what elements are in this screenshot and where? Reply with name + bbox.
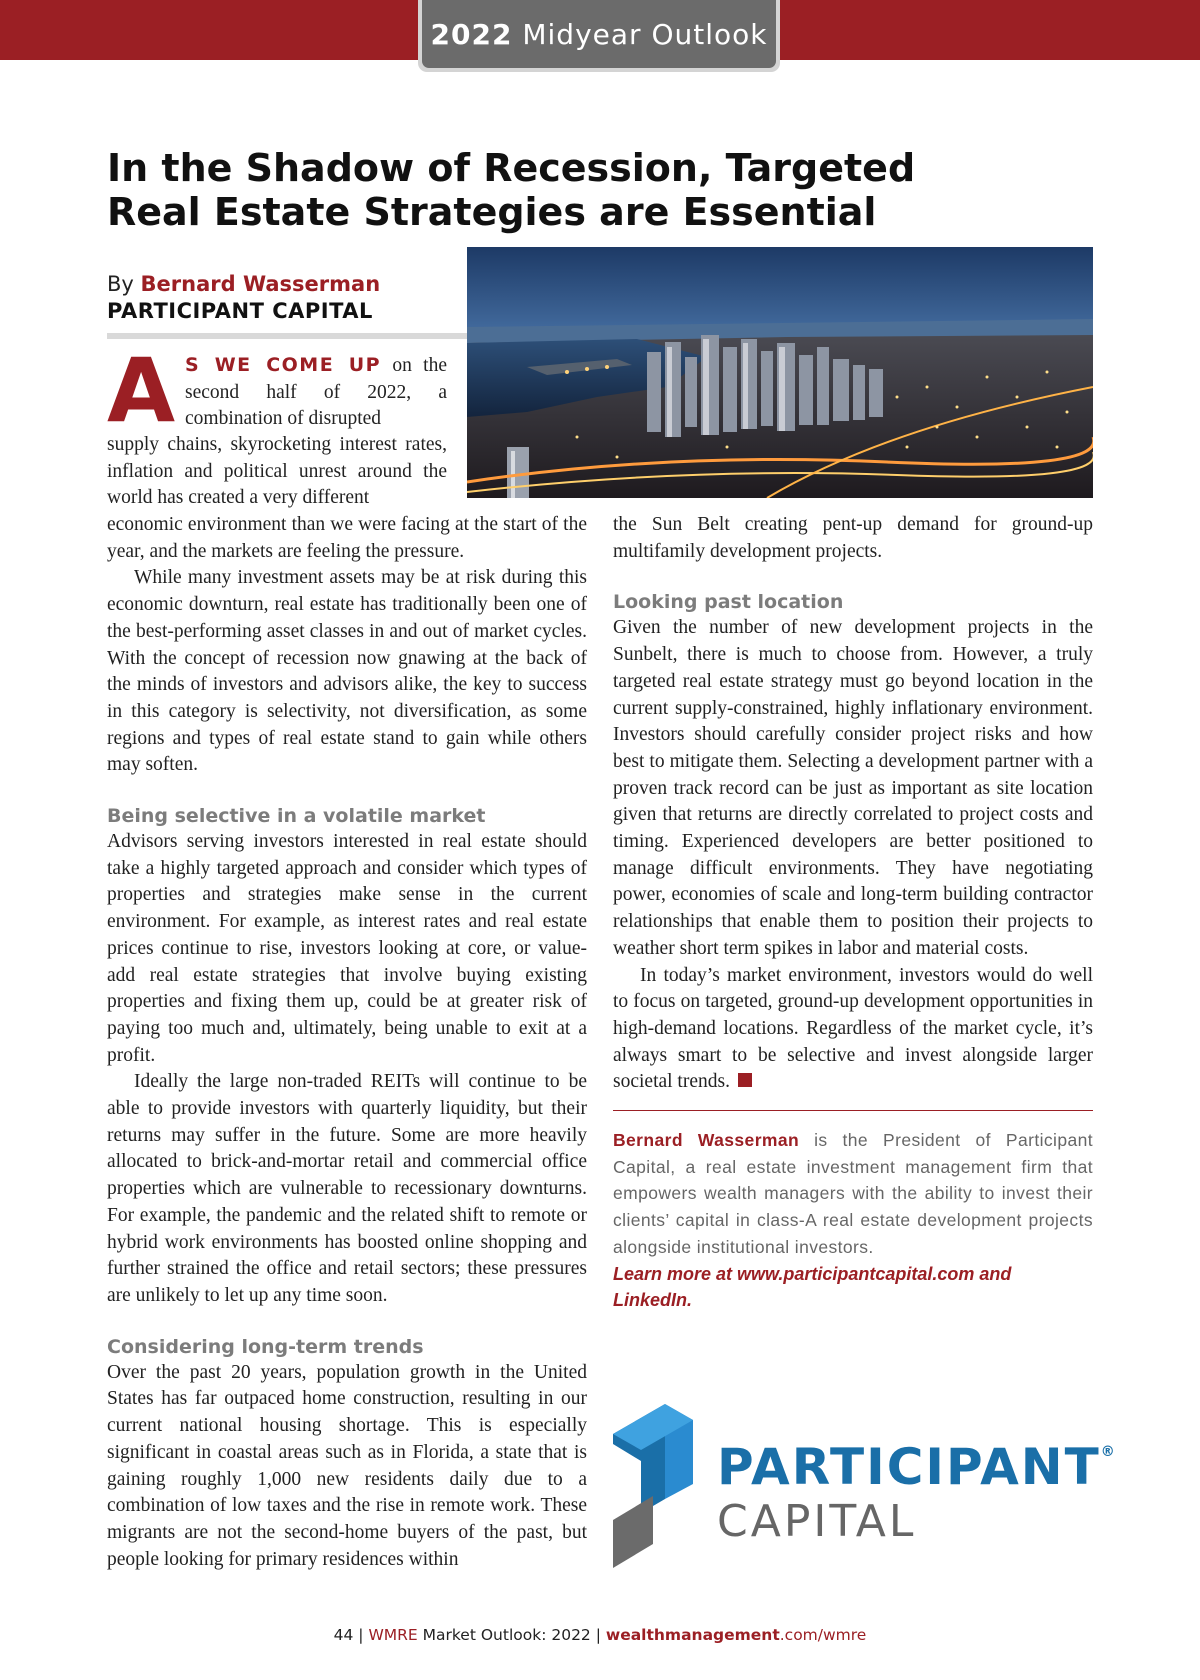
author-bio (613, 1127, 1093, 1261)
byline (107, 272, 380, 296)
paragraph-6: Given the number of new development projects in the Sunbelt, there is much to choose from. However, a truly targeted real estate strategy must go beyond location in the current supply-constrained, highly inflationary environment. Investors should carefully consider project risks and how best to mitigate them. Selecting a development partner with a proven track record can be just as important as site location given that returns are directly correlated to project costs and timing. Experienced developers are better positioned to manage difficult environments. They have negotiating power, economies of scale and long-term building contractor relationships that enable them to position their projects to weather short term spikes in labor and material costs. (613, 617, 1093, 959)
section-tab (418, 0, 780, 72)
drop-cap: A (107, 339, 176, 442)
section-tab-label (422, 0, 776, 68)
publication-brand: WMRE (368, 1626, 418, 1644)
logo-word-participant (717, 1438, 1117, 1496)
heading-location: Looking past location (613, 591, 844, 614)
page-number: 44 (333, 1626, 354, 1644)
publication-title: Market Outlook: 2022 (422, 1626, 591, 1644)
learn-more-link[interactable]: Learn more at www.participantcapital.com and LinkedIn. (613, 1263, 1012, 1311)
left-column (107, 512, 587, 1573)
author-company: PARTICIPANT CAPITAL (107, 299, 373, 323)
article-title: In the Shadow of Recession, Targeted Real Estate Strategies are Essential (107, 146, 916, 234)
footer-link-path: .com/wmre (779, 1626, 867, 1644)
logo-mark-icon (613, 1404, 713, 1576)
heading-long-term: Considering long-term trends (107, 1335, 424, 1358)
right-column (613, 512, 1093, 1314)
paragraph-2: While many investment assets may be at risk during this economic downturn, real estate has traditionally been one of the best-performing asset classes in and out of market cycles. With the concept of recession now gnawing at the back of the minds of investors and advisors alike, the key to success in this category is selectivity, not diversification, as some regions and types of real estate stand to gain while others may soften. (107, 567, 587, 776)
bio-author-name: Bernard Wasserman (613, 1130, 800, 1151)
paragraph-3: Advisors serving investors interested in real estate should take a highly targeted approach and consider which types of properties and strategies make sense in the current environment. For example, as interest rates and real estate prices continue to rise, investors looking at core, or value-add real estate strategies that involve buying existing properties and fixing them up, could be at greater risk of paying too much and, ultimately, being unable to exit at a profit. (107, 831, 587, 1066)
footer-link[interactable] (606, 1626, 866, 1644)
intro-first: on the second half of 2022, a combination of disrupted (185, 355, 447, 430)
paragraph-5: Over the past 20 years, population growth in the United States has far outpaced home construction, resulting in our current national housing shortage. This is especially significant in coastal areas such as in Florida, a state that is gaining roughly 1,000 new residents daily due to a combination of low taxes and the rise in remote work. These migrants are not the second-home buyers of the past, but people looking for primary residences within (107, 1361, 587, 1570)
end-mark-icon (738, 1073, 752, 1087)
city-skyline-photo (467, 247, 1093, 498)
logo-word-capital: CAPITAL (717, 1496, 917, 1547)
intro-lead: S WE COME UP (185, 354, 382, 376)
intro-paragraph-end: economic environment than we were facing at the start of the year, and the markets are feeling the pressure. (107, 514, 587, 562)
page-footer: 44 | WMRE Market Outlook: 2022 | wealthmanagement.com/wmre (333, 1626, 867, 1644)
bio-divider (613, 1110, 1093, 1111)
paragraph-5-continued: the Sun Belt creating pent-up demand for ground-up multifamily development projects. (613, 514, 1093, 562)
registered-mark: ® (1100, 1444, 1117, 1460)
bio-text: is the President of Participant Capital, a real estate investment management firm that empowers wealth managers with the ability to invest their clients’ capital in class-A real estate development projects alongside institutional investors. (613, 1130, 1094, 1257)
author-name: Bernard Wasserman (140, 272, 381, 296)
participant-capital-logo (613, 1404, 1117, 1576)
city-skyline-image (467, 247, 1093, 498)
heading-selective: Being selective in a volatile market (107, 805, 486, 828)
byline-prefix: By (107, 272, 134, 296)
intro-middle: supply chains, skyrocketing interest rates, inflation and political unrest around the world has created a very different (107, 434, 447, 509)
paragraph-7-text: In today’s market environment, investors would do well to focus on targeted, ground-up development opportunities in high-demand locations. Regardless of the market cycle, it’s always smart to be selective and invest alongside larger societal trends. (613, 964, 1093, 1093)
tab-year: 2022 (430, 18, 513, 51)
paragraph-4: Ideally the large non-traded REITs will continue to be able to provide investors with quarterly liquidity, but their returns may suffer in the future. Some are more heavily allocated to brick-and-mortar retail and commercial office properties which are vulnerable to recessionary downturns. For example, the pandemic and the related shift to remote or hybrid work environments has boosted online shopping and further strained the office and retail sectors; these pressures are unlikely to let up any time soon. (107, 1071, 587, 1306)
logo-line1: PARTICIPANT (717, 1438, 1101, 1496)
footer-link-domain: wealthmanagement (605, 1626, 780, 1644)
paragraph-7 (613, 963, 1093, 1097)
intro-first-lines (185, 352, 447, 433)
tab-label: Midyear Outlook (522, 18, 768, 51)
